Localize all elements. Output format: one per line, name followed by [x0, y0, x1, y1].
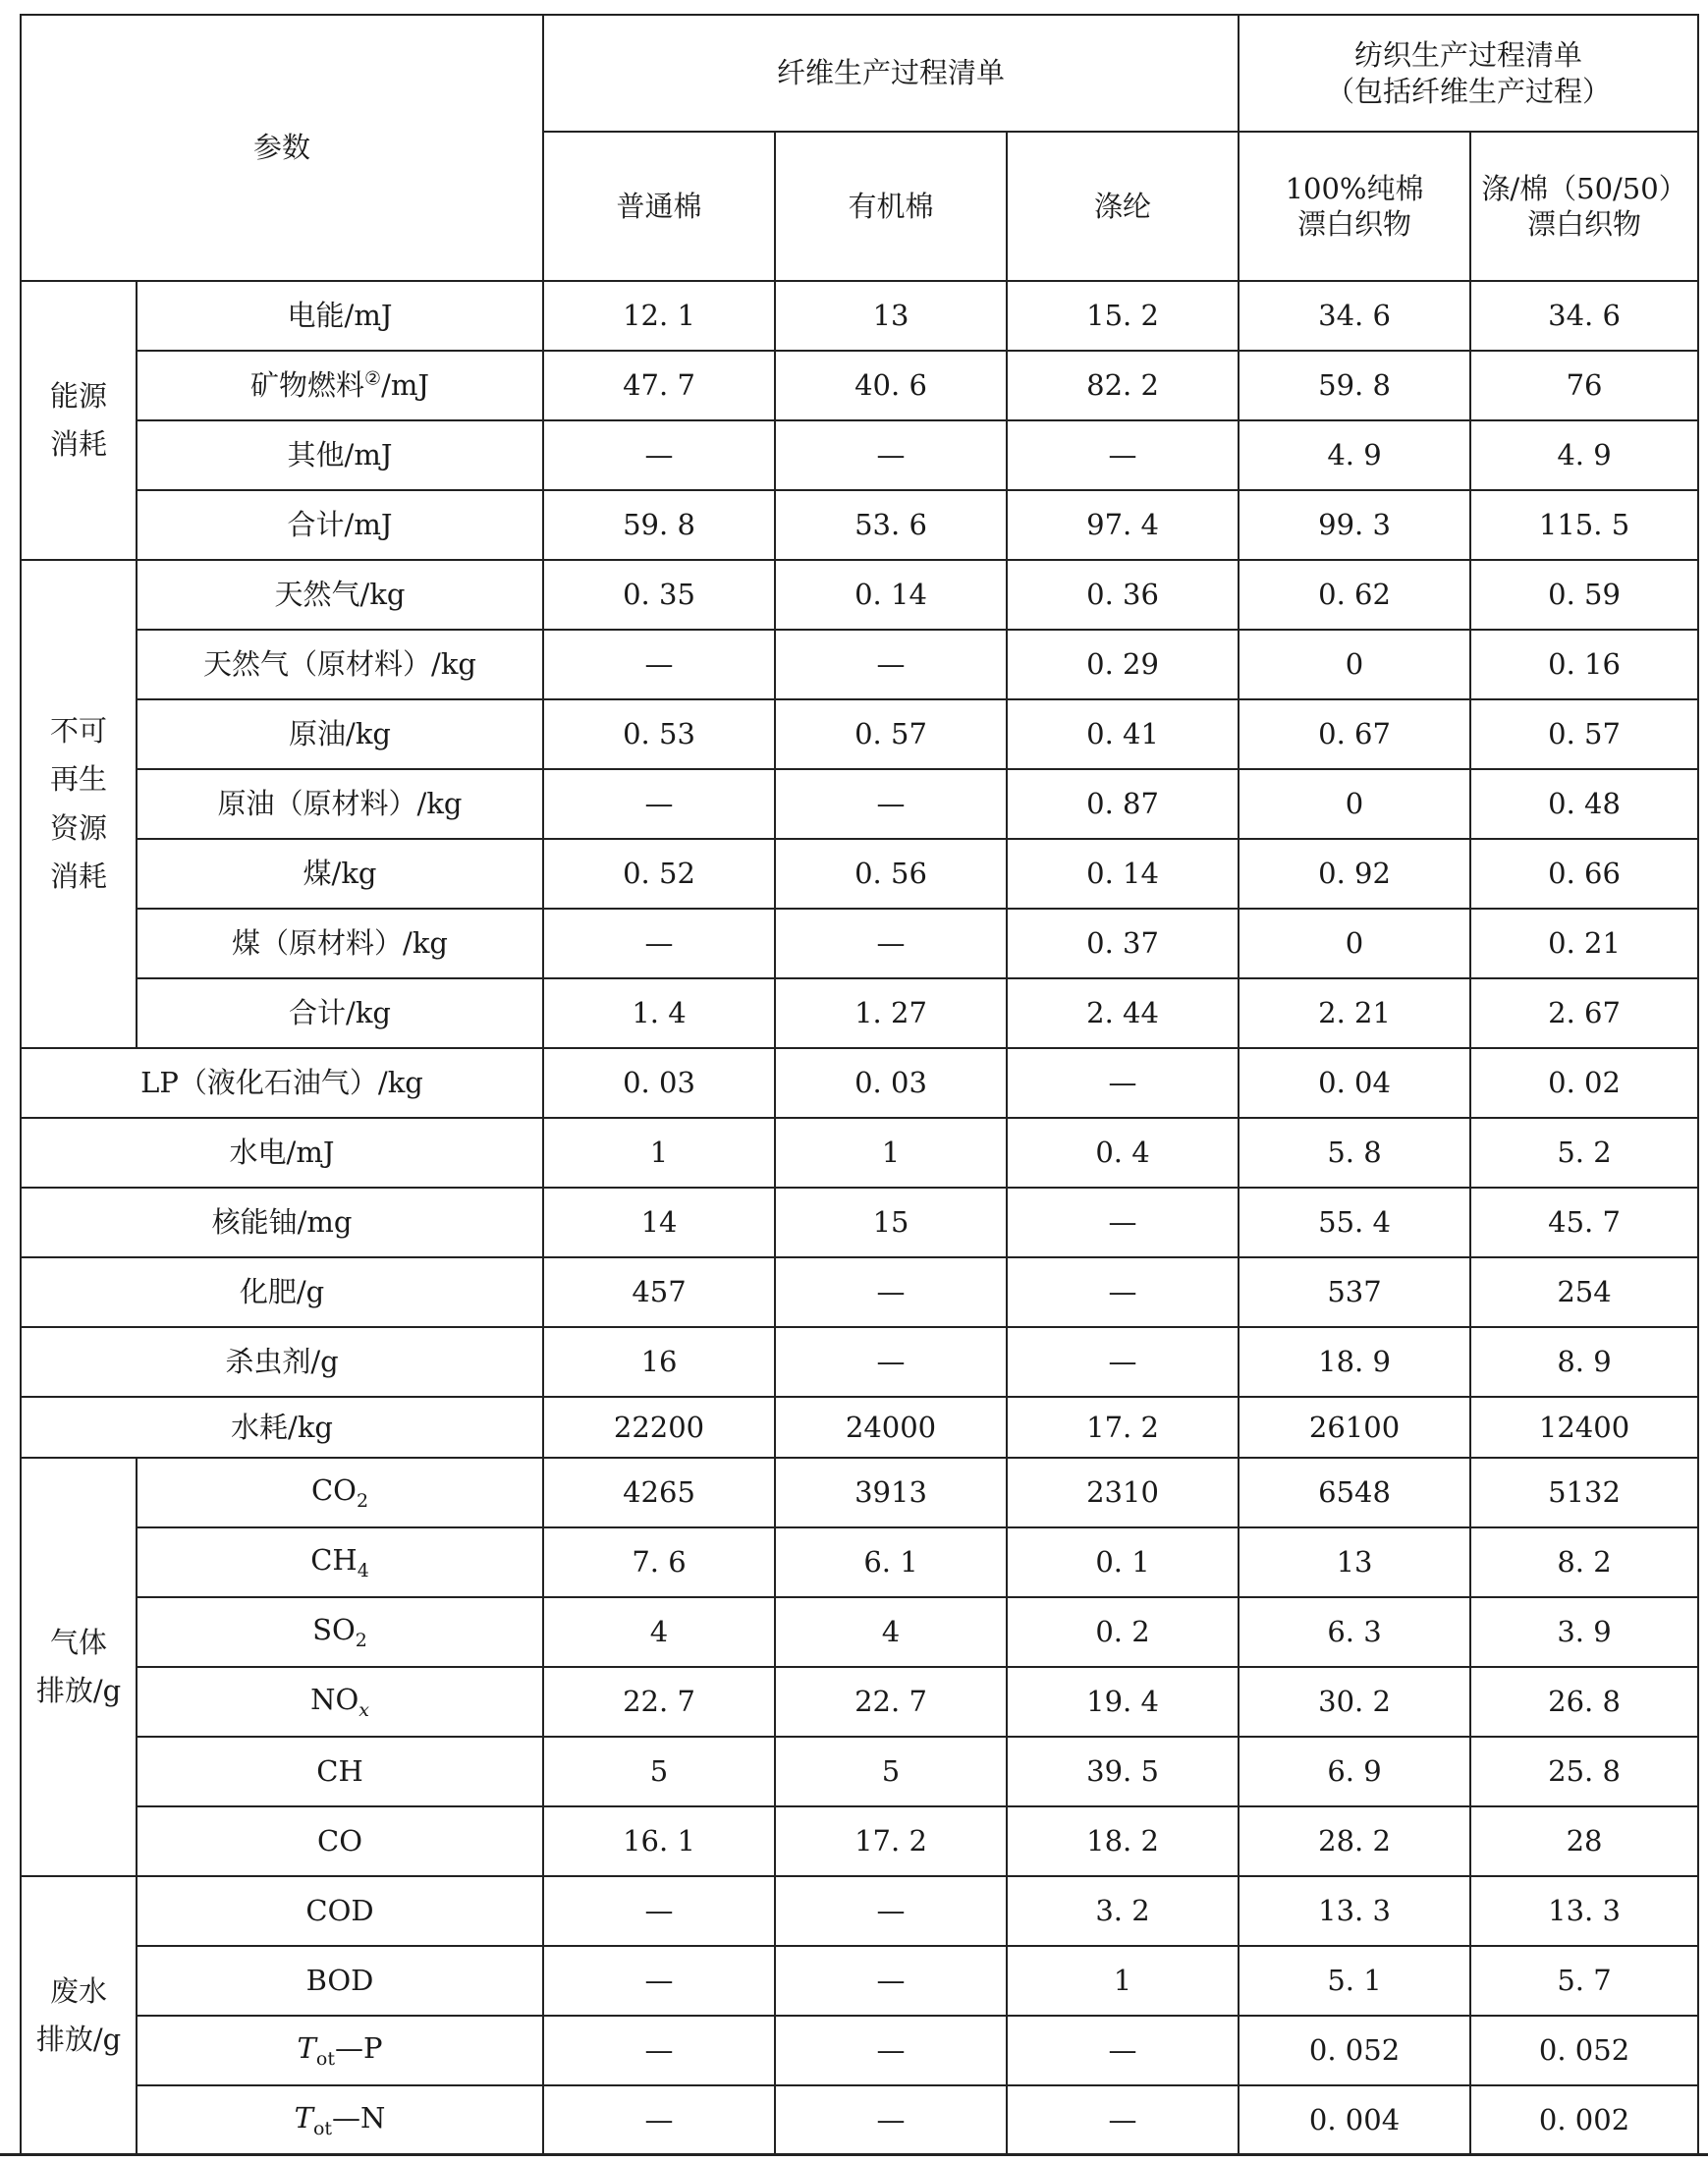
col-header-pure-cotton-fabric: [1239, 132, 1470, 281]
cell: 28: [1470, 1806, 1698, 1876]
group-gas-line1: 气体: [49, 1625, 107, 1659]
table-row: [21, 1946, 1698, 2016]
cell: 254: [1470, 1257, 1698, 1327]
cell: 0. 14: [1007, 839, 1239, 909]
group-nonrenew-line4: 消耗: [49, 859, 107, 893]
cell: 40. 6: [775, 351, 1007, 420]
cell: —: [775, 2085, 1007, 2155]
cell: 5. 8: [1239, 1118, 1470, 1188]
cell: 24000: [775, 1397, 1007, 1458]
cell: —: [543, 630, 775, 699]
row-label: BOD: [137, 1946, 543, 2016]
row-label: $CO_2$: [137, 1458, 543, 1527]
cell: 4: [543, 1597, 775, 1667]
cell: 2. 67: [1470, 978, 1698, 1048]
cell: 5: [543, 1737, 775, 1806]
cell: —: [1007, 1048, 1239, 1118]
cell: 13. 3: [1470, 1876, 1698, 1946]
cell: 2. 21: [1239, 978, 1470, 1048]
cell: 0. 37: [1007, 909, 1239, 978]
cell: 5132: [1470, 1458, 1698, 1527]
cell: 13: [1239, 1527, 1470, 1597]
group-energy-line1: 能源: [49, 378, 107, 413]
cell: 28. 2: [1239, 1806, 1470, 1876]
row-label: 水耗/kg: [21, 1397, 543, 1458]
row-label: 杀虫剂/g: [21, 1327, 543, 1397]
cell: 5. 1: [1239, 1946, 1470, 2016]
cell: 0: [1239, 630, 1470, 699]
cell: 47. 7: [543, 351, 775, 420]
cell: 115. 5: [1470, 490, 1698, 560]
cell: 4. 9: [1239, 420, 1470, 490]
header-row-1: [21, 15, 1698, 132]
group-energy-line2: 消耗: [49, 427, 107, 461]
cell: —: [543, 1946, 775, 2016]
cell: 15: [775, 1188, 1007, 1257]
table-row: [21, 909, 1698, 978]
cell: 2. 44: [1007, 978, 1239, 1048]
cell: 0. 4: [1007, 1118, 1239, 1188]
table-row: [21, 1327, 1698, 1397]
table-row: [21, 560, 1698, 630]
cell: 8. 2: [1470, 1527, 1698, 1597]
cell: 12400: [1470, 1397, 1698, 1458]
cell: 0. 03: [775, 1048, 1007, 1118]
textile-list-header: [1239, 15, 1698, 132]
row-label: $T_{ot}—N$: [137, 2085, 543, 2155]
cell: 6. 9: [1239, 1737, 1470, 1806]
textile-list-line1: 纺织生产过程清单: [1354, 38, 1583, 73]
cell: 19. 4: [1007, 1667, 1239, 1737]
cell: 1. 4: [543, 978, 775, 1048]
cell: 15. 2: [1007, 281, 1239, 351]
table-row: [21, 2085, 1698, 2155]
cell: 0: [1239, 769, 1470, 839]
cell: 0. 56: [775, 839, 1007, 909]
table-row: [21, 699, 1698, 769]
cell: 0. 62: [1239, 560, 1470, 630]
table-row: [21, 1397, 1698, 1458]
cell: 0. 004: [1239, 2085, 1470, 2155]
col4-line2: 漂白织物: [1297, 207, 1412, 241]
table-row: [21, 1876, 1698, 1946]
cell: —: [775, 769, 1007, 839]
row-label: CO: [137, 1806, 543, 1876]
group-wastewater: [21, 1876, 137, 2155]
col-header-blend-fabric: [1470, 132, 1698, 281]
cell: 0. 87: [1007, 769, 1239, 839]
col-header-organic-cotton: 有机棉: [775, 132, 1007, 281]
cell: 55. 4: [1239, 1188, 1470, 1257]
cell: 53. 6: [775, 490, 1007, 560]
table-row: [21, 1597, 1698, 1667]
cell: 26100: [1239, 1397, 1470, 1458]
cell: 76: [1470, 351, 1698, 420]
cell: 0. 57: [1470, 699, 1698, 769]
cell: 0. 35: [543, 560, 775, 630]
cell: 0. 48: [1470, 769, 1698, 839]
cell: 0. 59: [1470, 560, 1698, 630]
cell: 5: [775, 1737, 1007, 1806]
cell: 6548: [1239, 1458, 1470, 1527]
cell: 1: [1007, 1946, 1239, 2016]
table-row: [21, 1806, 1698, 1876]
group-nonrenew-line3: 资源: [49, 810, 107, 845]
cell: 0. 21: [1470, 909, 1698, 978]
row-label: 合计/mJ: [137, 490, 543, 560]
cell: —: [775, 630, 1007, 699]
row-label: 水电/mJ: [21, 1118, 543, 1188]
cell: 12. 1: [543, 281, 775, 351]
cell: 0. 67: [1239, 699, 1470, 769]
cell: 3913: [775, 1458, 1007, 1527]
cell: 537: [1239, 1257, 1470, 1327]
cell: 22. 7: [775, 1667, 1007, 1737]
group-nonrenew-line1: 不可: [49, 713, 107, 748]
row-label: 原油/kg: [137, 699, 543, 769]
col-header-cotton: 普通棉: [543, 132, 775, 281]
cell: 97. 4: [1007, 490, 1239, 560]
cell: 0: [1239, 909, 1470, 978]
cell: —: [1007, 420, 1239, 490]
textile-list-line2: （包括纤维生产过程）: [1326, 74, 1612, 108]
cell: 0. 03: [543, 1048, 775, 1118]
cell: 0. 41: [1007, 699, 1239, 769]
cell: 26. 8: [1470, 1667, 1698, 1737]
cell: 5. 7: [1470, 1946, 1698, 2016]
cell: 0. 52: [543, 839, 775, 909]
cell: 5. 2: [1470, 1118, 1698, 1188]
cell: 1: [543, 1118, 775, 1188]
cell: 457: [543, 1257, 775, 1327]
col4-line1: 100%纯棉: [1285, 171, 1424, 205]
cell: 3. 2: [1007, 1876, 1239, 1946]
cell: 2310: [1007, 1458, 1239, 1527]
cell: 45. 7: [1470, 1188, 1698, 1257]
table-row: [21, 420, 1698, 490]
table-row: [21, 839, 1698, 909]
cell: 22. 7: [543, 1667, 775, 1737]
cell: —: [775, 1876, 1007, 1946]
cell: 6. 3: [1239, 1597, 1470, 1667]
cell: —: [775, 1946, 1007, 2016]
cell: 18. 9: [1239, 1327, 1470, 1397]
group-gas-line2: 排放/g: [35, 1674, 122, 1707]
row-label: $CH_4$: [137, 1527, 543, 1597]
cell: —: [775, 2016, 1007, 2085]
table-row: [21, 1667, 1698, 1737]
col5-line2: 漂白织物: [1527, 207, 1642, 241]
cell: 34. 6: [1470, 281, 1698, 351]
cell: 1. 27: [775, 978, 1007, 1048]
group-nonrenewable: [21, 560, 137, 1048]
cell: 17. 2: [775, 1806, 1007, 1876]
cell: 1: [775, 1118, 1007, 1188]
data-table: [20, 14, 1699, 2156]
row-label: 其他/mJ: [137, 420, 543, 490]
row-label: 煤/kg: [137, 839, 543, 909]
table-row: [21, 1188, 1698, 1257]
cell: —: [543, 2085, 775, 2155]
cell: —: [775, 1327, 1007, 1397]
row-label: 核能铀/mg: [21, 1188, 543, 1257]
group-energy: [21, 281, 137, 560]
cell: 22200: [543, 1397, 775, 1458]
table-row: [21, 2016, 1698, 2085]
group-waste-line2: 排放/g: [35, 2023, 122, 2056]
cell: —: [543, 1876, 775, 1946]
row-label: 原油（原材料）/kg: [137, 769, 543, 839]
table-row: [21, 1048, 1698, 1118]
cell: 39. 5: [1007, 1737, 1239, 1806]
cell: 99. 3: [1239, 490, 1470, 560]
cell: 13: [775, 281, 1007, 351]
cell: —: [543, 909, 775, 978]
cell: 0. 052: [1470, 2016, 1698, 2085]
row-label: 合计/kg: [137, 978, 543, 1048]
table-row: [21, 1527, 1698, 1597]
cell: —: [775, 909, 1007, 978]
col5-line1: 涤/棉（50/50）: [1481, 171, 1687, 205]
table-row: [21, 769, 1698, 839]
table-row: [21, 351, 1698, 420]
cell: —: [1007, 1257, 1239, 1327]
row-label: 天然气（原材料）/kg: [137, 630, 543, 699]
fiber-list-header: 纤维生产过程清单: [543, 15, 1239, 132]
cell: 16: [543, 1327, 775, 1397]
group-waste-line1: 废水: [49, 1973, 107, 2008]
cell: —: [1007, 2085, 1239, 2155]
cell: 0. 052: [1239, 2016, 1470, 2085]
cell: 0. 02: [1470, 1048, 1698, 1118]
col-header-polyester: 涤纶: [1007, 132, 1239, 281]
row-label: 煤（原材料）/kg: [137, 909, 543, 978]
cell: 18. 2: [1007, 1806, 1239, 1876]
table-row: [21, 1458, 1698, 1527]
row-label: CH: [137, 1737, 543, 1806]
cell: —: [775, 420, 1007, 490]
cell: 0. 16: [1470, 630, 1698, 699]
cell: 25. 8: [1470, 1737, 1698, 1806]
table-row: [21, 490, 1698, 560]
cell: 0. 66: [1470, 839, 1698, 909]
cell: 7. 6: [543, 1527, 775, 1597]
cell: 13. 3: [1239, 1876, 1470, 1946]
group-gas-emissions: [21, 1458, 137, 1876]
param-header: 参数: [21, 15, 543, 281]
cell: —: [1007, 1327, 1239, 1397]
cell: 4: [775, 1597, 1007, 1667]
cell: 8. 9: [1470, 1327, 1698, 1397]
cell: 59. 8: [1239, 351, 1470, 420]
table-row: [21, 630, 1698, 699]
cell: 16. 1: [543, 1806, 775, 1876]
row-label: COD: [137, 1876, 543, 1946]
cell: 0. 53: [543, 699, 775, 769]
cell: 17. 2: [1007, 1397, 1239, 1458]
table-row: [21, 1257, 1698, 1327]
cell: 0. 1: [1007, 1527, 1239, 1597]
cell: 0. 14: [775, 560, 1007, 630]
cell: 0. 04: [1239, 1048, 1470, 1118]
cell: 30. 2: [1239, 1667, 1470, 1737]
cell: 0. 002: [1470, 2085, 1698, 2155]
bottom-rule: [0, 2153, 1708, 2156]
cell: 4. 9: [1470, 420, 1698, 490]
row-label: $NO_x$: [137, 1667, 543, 1737]
table-row: [21, 978, 1698, 1048]
cell: 0. 57: [775, 699, 1007, 769]
group-nonrenew-line2: 再生: [49, 762, 107, 797]
table-row: [21, 281, 1698, 351]
row-label: 化肥/g: [21, 1257, 543, 1327]
row-label: $T_{ot}—P$: [137, 2016, 543, 2085]
cell: 0. 29: [1007, 630, 1239, 699]
cell: —: [775, 1257, 1007, 1327]
row-label: 电能/mJ: [137, 281, 543, 351]
cell: —: [1007, 1188, 1239, 1257]
cell: 82. 2: [1007, 351, 1239, 420]
cell: 3. 9: [1470, 1597, 1698, 1667]
cell: 0. 2: [1007, 1597, 1239, 1667]
cell: 0. 36: [1007, 560, 1239, 630]
row-label: 天然气/kg: [137, 560, 543, 630]
cell: 34. 6: [1239, 281, 1470, 351]
cell: —: [543, 2016, 775, 2085]
row-label: 矿物燃料②/mJ: [137, 351, 543, 420]
cell: 6. 1: [775, 1527, 1007, 1597]
table-row: [21, 1118, 1698, 1188]
footnote-mark: ②: [364, 367, 382, 390]
cell: 0. 92: [1239, 839, 1470, 909]
cell: —: [543, 420, 775, 490]
table-row: [21, 1737, 1698, 1806]
cell: 59. 8: [543, 490, 775, 560]
cell: —: [543, 769, 775, 839]
row-label: $SO_2$: [137, 1597, 543, 1667]
cell: 14: [543, 1188, 775, 1257]
row-label: LP（液化石油气）/kg: [21, 1048, 543, 1118]
cell: —: [1007, 2016, 1239, 2085]
cell: 4265: [543, 1458, 775, 1527]
